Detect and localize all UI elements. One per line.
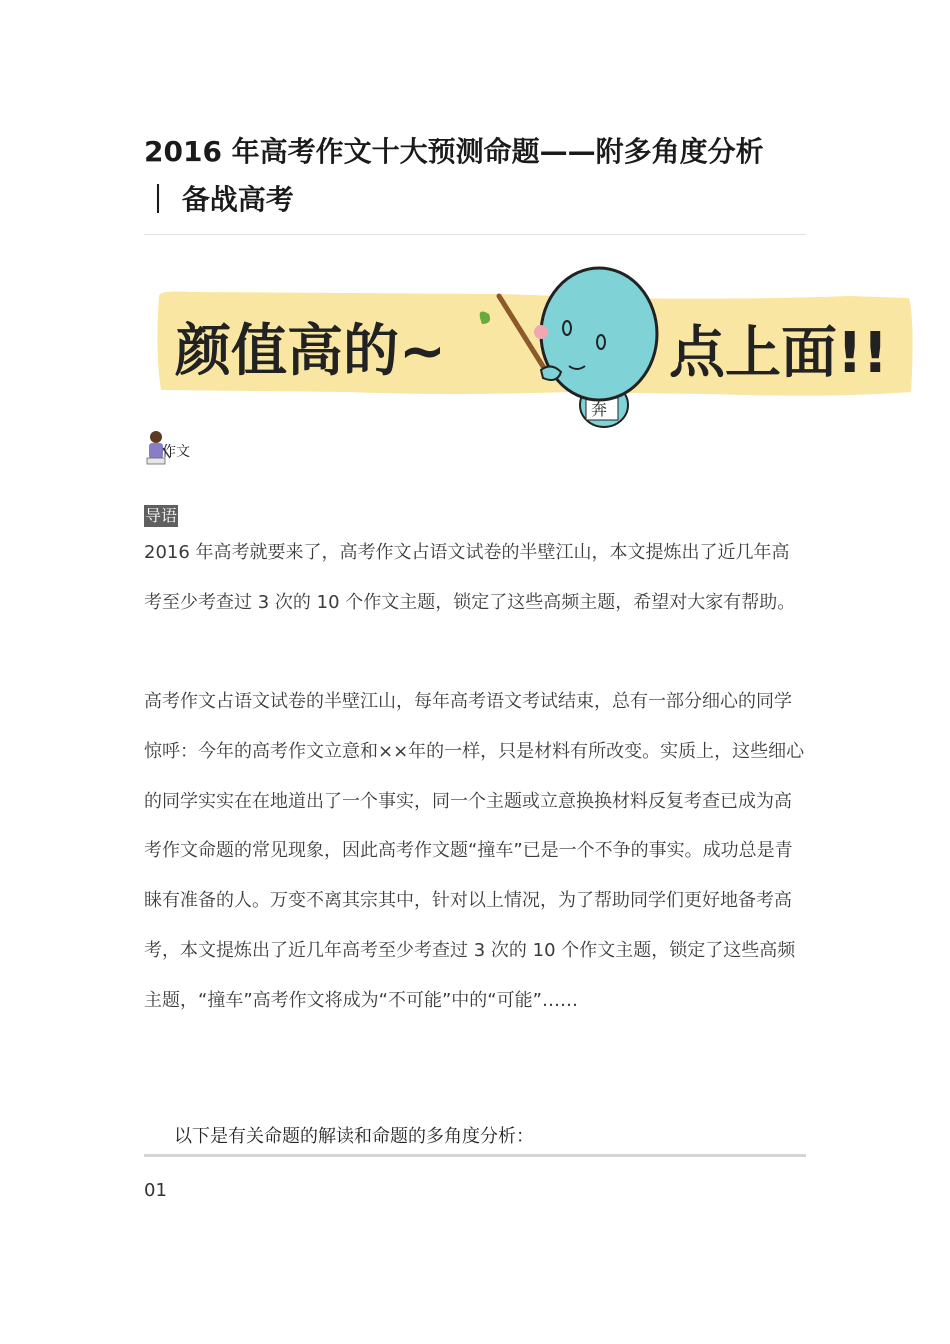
mascot-hand: [541, 366, 561, 380]
article-title: [144, 128, 806, 224]
intro-tag: 导语: [145, 506, 178, 525]
section-divider: [144, 1154, 806, 1157]
section-number: 01: [144, 1180, 167, 1201]
mascot-head: [541, 268, 657, 400]
mascot-cheek: [534, 325, 548, 339]
mascot-badge-text: 奔: [591, 400, 608, 419]
author-icon-label: 作文: [162, 444, 190, 460]
section-lead: 以下是有关命题的解读和命题的多角度分析：: [174, 1126, 534, 1147]
title-line-1: 2016 年高考作文十大预测命题——附多角度分析: [144, 135, 764, 168]
banner-image[interactable]: [149, 262, 919, 420]
banner-right-text: 点上面!!: [669, 321, 889, 386]
banner-left-text: 颜值高的~: [175, 319, 446, 384]
title-line-2: ｜ 备战高考: [144, 183, 294, 216]
title-divider: [144, 234, 806, 235]
intro-summary: 2016 年高考就要来了，高考作文占语文试卷的半壁江山，本文提炼出了近几年高考至少考查过 3 次的 10 个作文主题，锁定了这些高频主题，希望对大家有帮助。: [144, 542, 796, 613]
intro-body: 高考作文占语文试卷的半壁江山，每年高考语文考试结束，总有一部分细心的同学惊呼：今年的高考作文立意和××年的一样，只是材料有所改变。实质上，这些细心的同学实实在在地道出了一个事实，同一个主题或立意换换材料反复考查已成为高考作文命题的常见现象，因此高考作文题“撞车”已是一个不争的事实。成功总是青睐有准备的人。万变不离其宗其中，针对以上情况，为了帮助同学们更好地备考高考，本文提炼出了近几年高考至少考查过 3 次的 10 个作文主题，锁定了这些高频主题，“撞车”高考作文将成为“不可能”中的“可能”……: [144, 691, 805, 1011]
writing-person-icon: [144, 428, 190, 468]
